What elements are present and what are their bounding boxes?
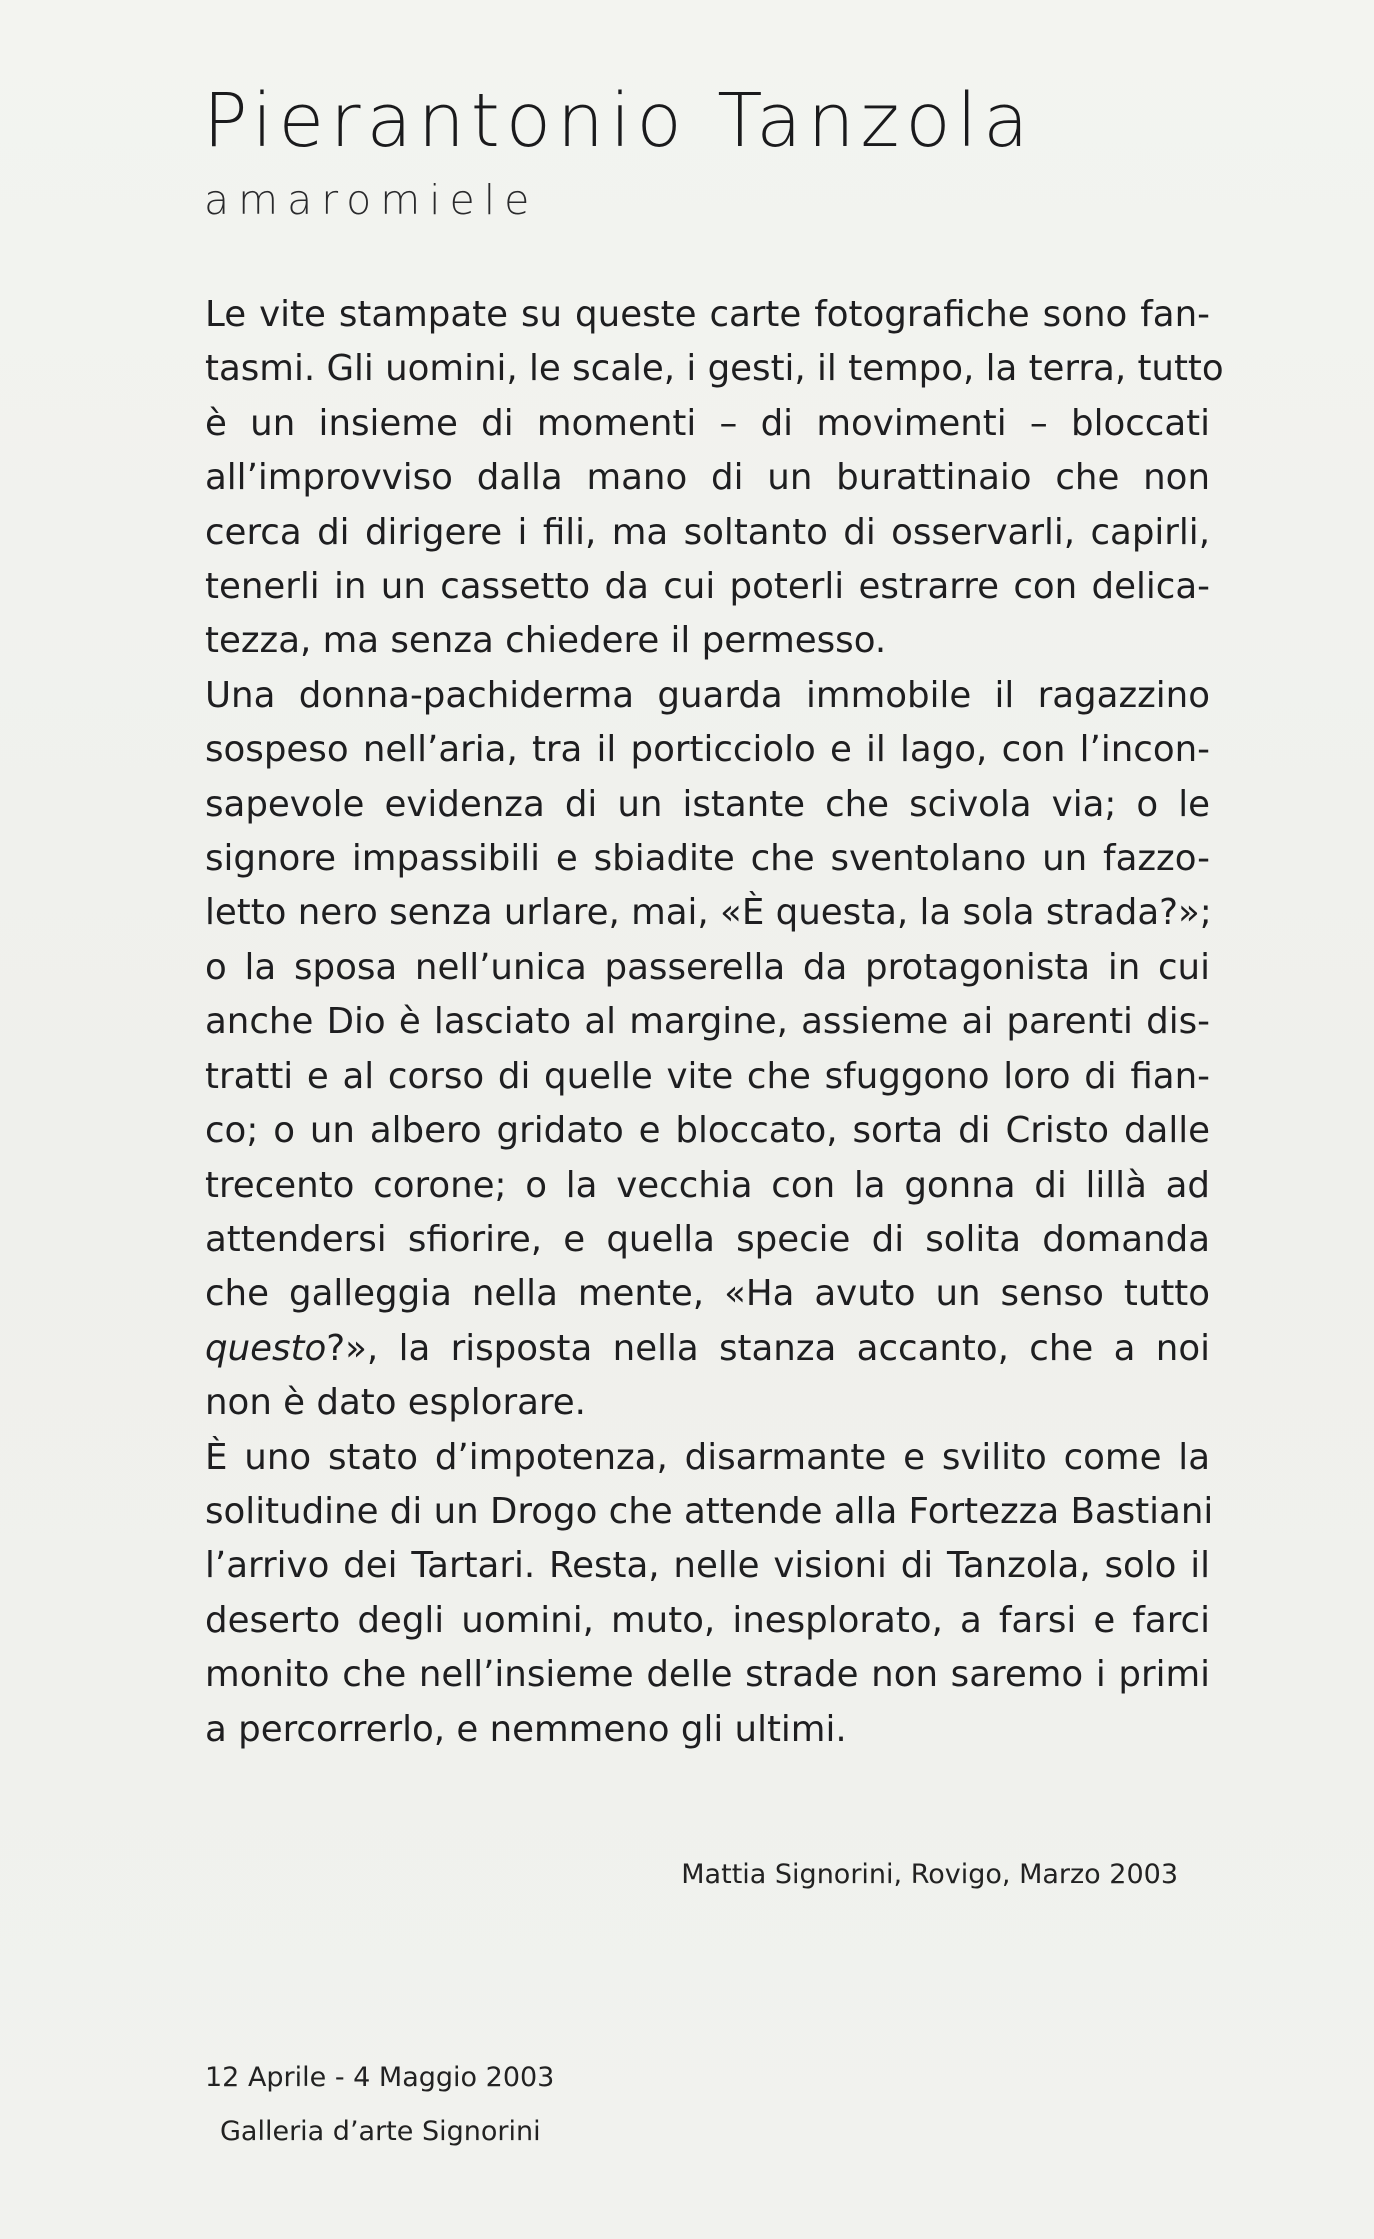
text-line: solitudine di un Drogo che attende alla Fortezza Bastiani (205, 1490, 1214, 1532)
text-line: deserto degli uomini, muto, inesplorato, a farsi e farci (205, 1599, 1210, 1641)
text-line: Una donna-pachiderma guarda immobile il ragazzino (205, 674, 1210, 716)
text-line: Le vite stampate su queste carte fotografiche sono fan- (205, 294, 1210, 335)
essay-text (205, 288, 1224, 1757)
text-line-italic (205, 1322, 1210, 1376)
author-signature: Mattia Signorini, Rovigo, Marzo 2003 (681, 1859, 1178, 1890)
text-line: tratti e al corso di quelle vite che sfuggono loro di fian- (205, 1055, 1210, 1097)
gallery-name: Galleria d’arte Signorini (220, 2116, 541, 2147)
text-line: co; o un albero gridato e bloccato, sorta di Cristo dalle (205, 1110, 1210, 1152)
italic-word: questo (205, 1327, 327, 1369)
exhibition-dates: 12 Aprile - 4 Maggio 2003 (205, 2062, 555, 2093)
text-line: cerca di dirigere i fili, ma soltanto di osservarli, capirli, (205, 511, 1210, 553)
text-line: tasmi. Gli uomini, le scale, i gesti, il tempo, la terra, tutto (205, 348, 1224, 390)
artist-title: Pierantonio Tanzola (203, 78, 1035, 164)
text-line: sapevole evidenza di un istante che scivola via; o le (205, 783, 1210, 825)
text-line: che galleggia nella mente, «Ha avuto un senso tutto (205, 1273, 1210, 1315)
text-line: attendersi sfiorire, e quella specie di solita domanda (205, 1218, 1210, 1260)
text-line: trecento corone; o la vecchia con la gonna di lillà ad (205, 1164, 1210, 1206)
text-line: È uno stato d’impotenza, disarmante e svilito come la (205, 1436, 1210, 1478)
text-line: sospeso nell’aria, tra il porticciolo e il lago, con l’incon- (205, 729, 1210, 771)
text-line: tezza, ma senza chiedere il permesso. (205, 620, 887, 662)
text-line: monito che nell’insieme delle strade non saremo i primi (205, 1654, 1210, 1696)
text-line: o la sposa nell’unica passerella da protagonista in cui (205, 946, 1210, 988)
text-line: l’arrivo dei Tartari. Resta, nelle visioni di Tanzola, solo il (205, 1545, 1210, 1587)
text-line: signore impassibili e sbiadite che sventolano un fazzo- (205, 838, 1210, 880)
text-line: all’improvviso dalla mano di un burattinaio che non (205, 457, 1210, 499)
text-line: anche Dio è lasciato al margine, assieme ai parenti dis- (205, 1001, 1210, 1043)
exhibition-subtitle: amaromiele (204, 176, 539, 224)
text-line: a percorrerlo, e nemmeno gli ultimi. (205, 1708, 847, 1750)
line-rest: ?», la risposta nella stanza accanto, che a noi (326, 1327, 1210, 1369)
text-line: tenerli in un cassetto da cui poterli estrarre con delica- (205, 566, 1210, 608)
text-line: non è dato esplorare. (205, 1382, 586, 1424)
text-line: è un insieme di momenti – di movimenti – bloccati (205, 402, 1210, 444)
text-line: letto nero senza urlare, mai, «È questa, la sola strada?»; (205, 892, 1212, 934)
